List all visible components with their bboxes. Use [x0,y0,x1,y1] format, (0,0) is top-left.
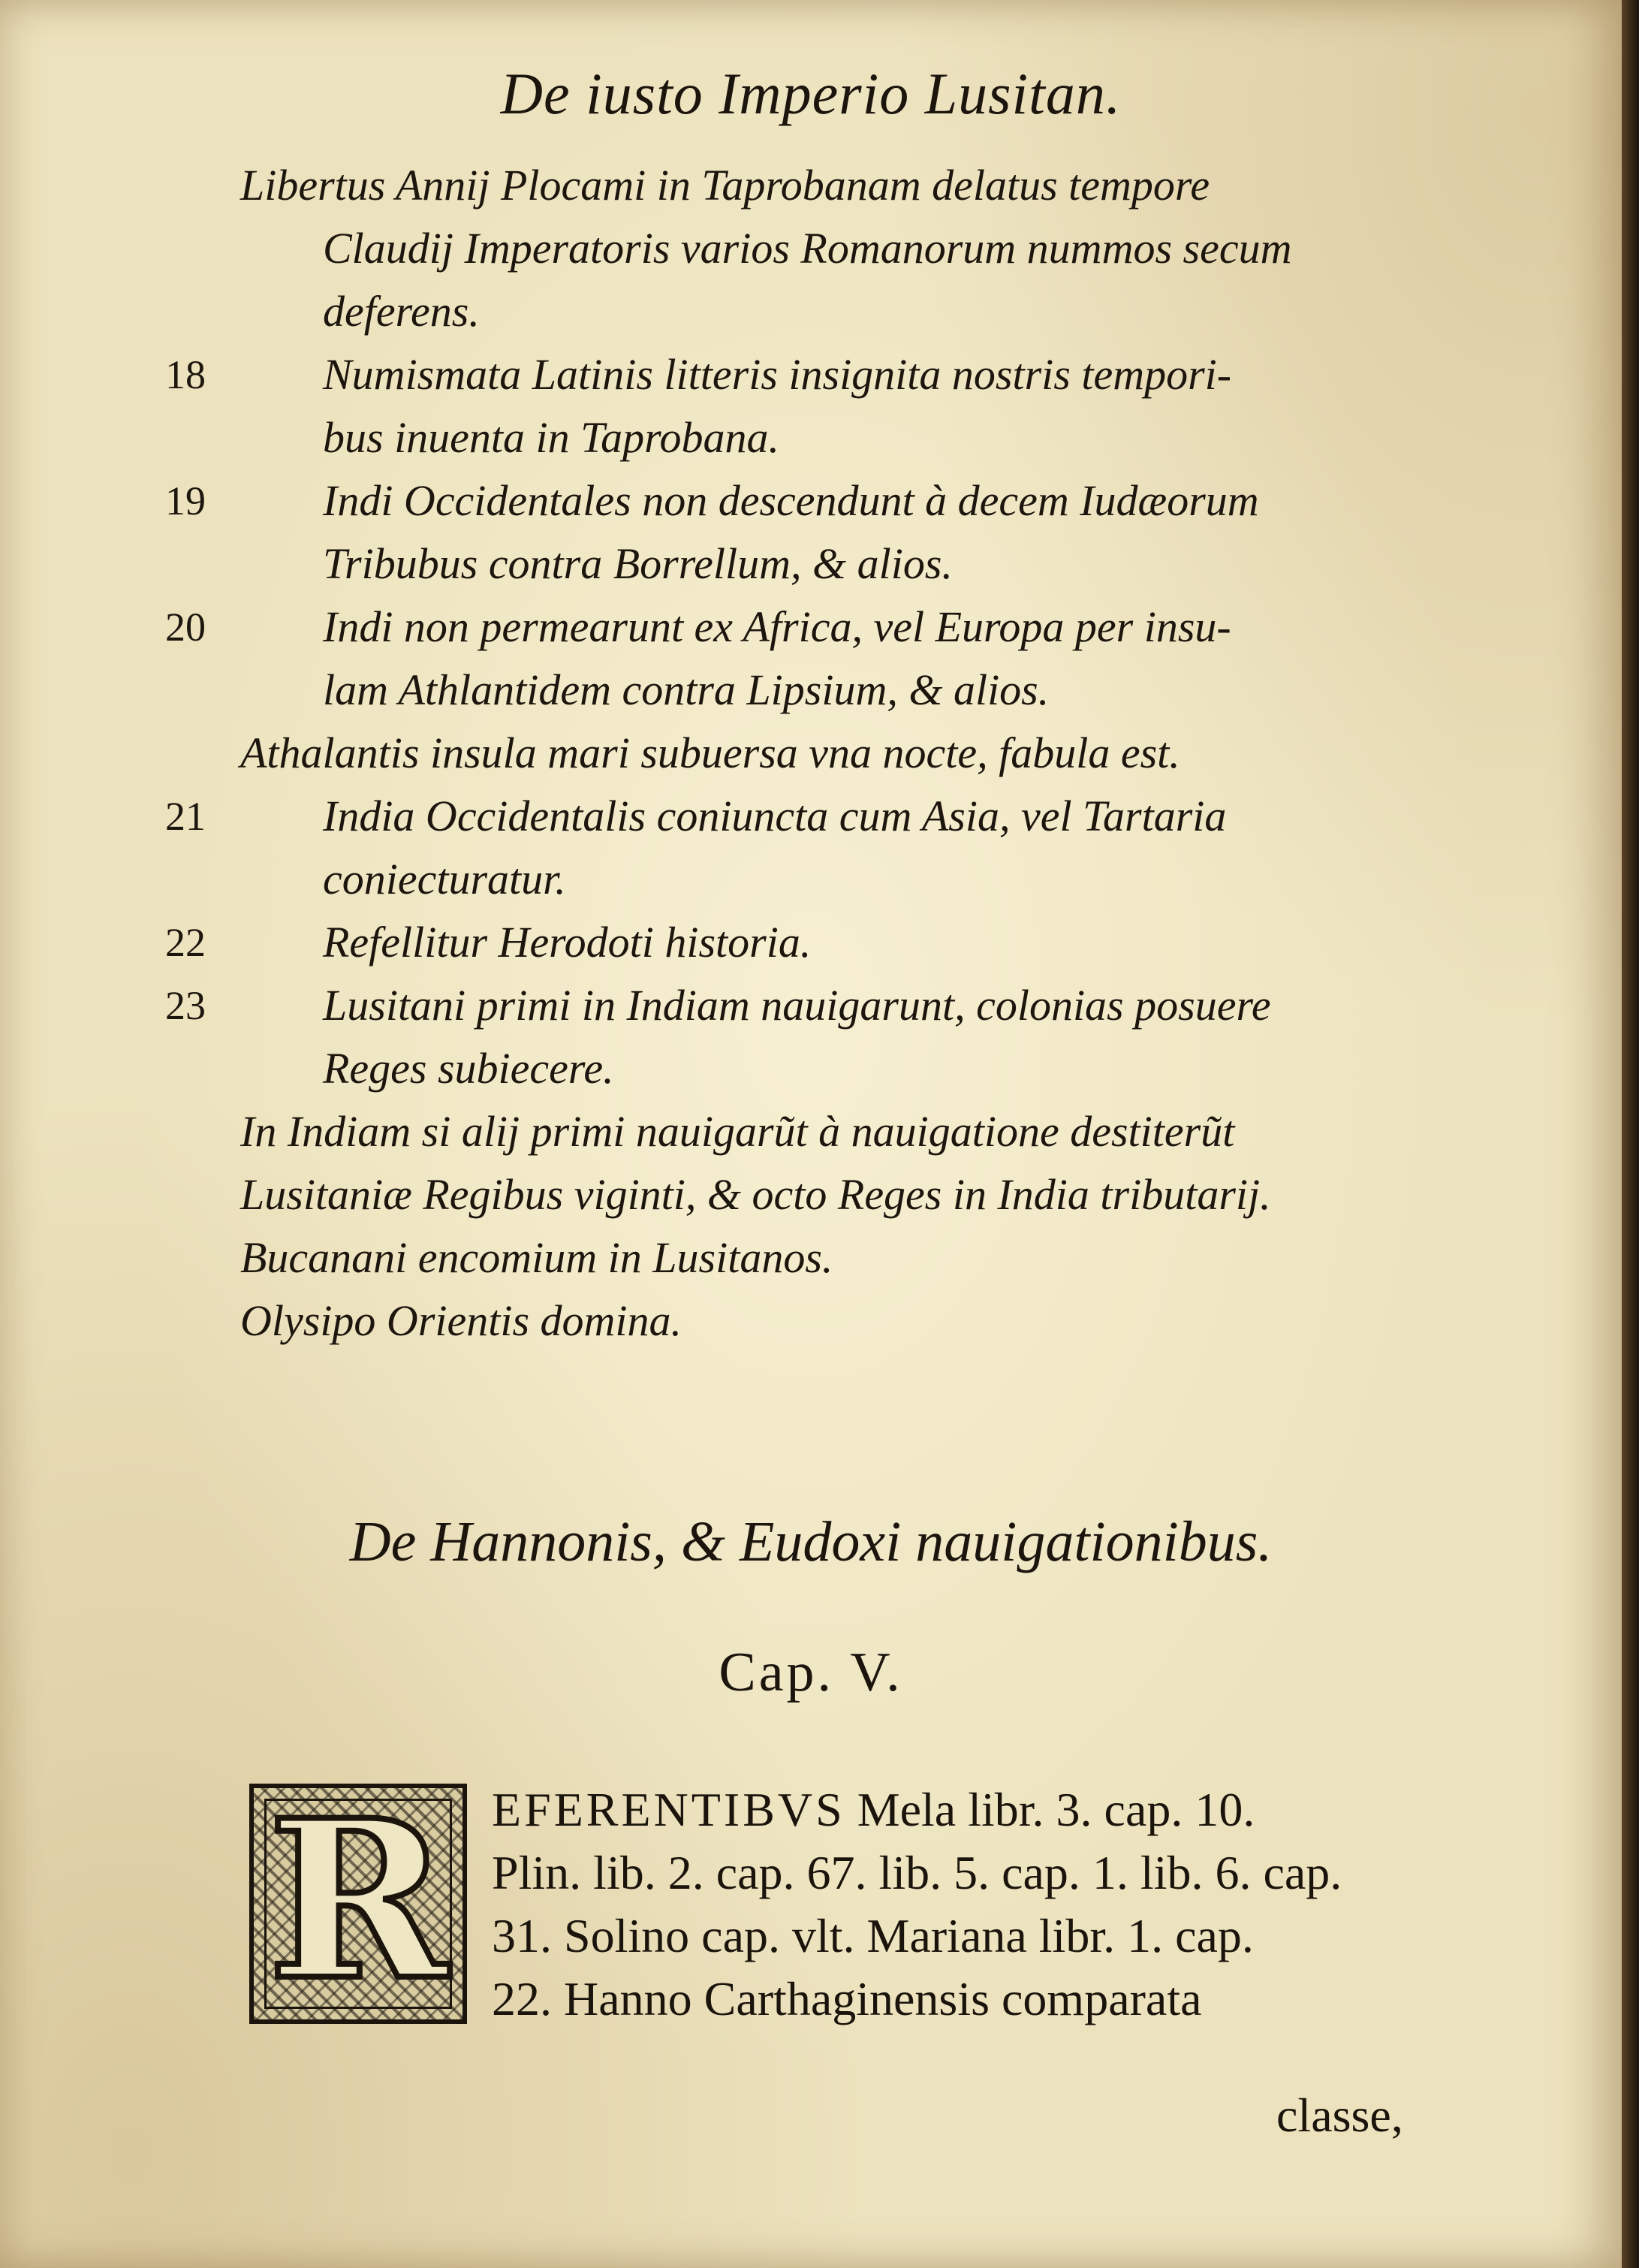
summary-line [240,722,1457,785]
chapter-summary-list [165,154,1457,1353]
summary-line-text: Refellitur Herodoti historia. [323,918,812,967]
summary-line [165,974,1457,1037]
running-head: De iusto Imperio Lusitan. [500,61,1122,126]
summary-line [240,848,1457,911]
summary-line [165,343,1457,406]
decorated-initial [249,1784,467,2024]
chapter-body-text [492,1778,1438,2031]
summary-line [240,1037,1457,1100]
summary-line-text: Lusitani primi in Indiam nauigarunt, colonias posuere [323,981,1271,1030]
summary-line-text: Indi non permearunt ex Africa, vel Europa per insu- [323,602,1231,651]
summary-line [240,659,1457,722]
summary-line-text: coniecturatur. [323,855,566,903]
summary-line [240,1100,1457,1163]
body-line-text: Plin. lib. 2. cap. 67. lib. 5. cap. 1. lib. 6. cap. [492,1846,1342,1899]
summary-line [165,785,1457,848]
summary-line-text: Claudij Imperatoris varios Romanorum nummos secum [323,224,1292,273]
summary-line-number: 18 [165,352,206,397]
summary-line-number: 22 [165,920,206,965]
decorated-initial-letter: R [267,1784,449,2024]
body-line-text: Mela libr. 3. cap. 10. [845,1783,1255,1836]
summary-line [240,406,1457,469]
summary-line-text: In Indiam si alij primi nauigarũt à nauigatione destiterũt [240,1107,1235,1156]
summary-line-text: Olysipo Orientis domina. [240,1296,682,1345]
summary-line [240,1163,1457,1226]
summary-line-text: Tribubus contra Borrellum, & alios. [323,539,953,588]
body-line-text: 31. Solino cap. vlt. Mariana libr. 1. cap. [492,1909,1254,1962]
summary-line-text: India Occidentalis coniuncta cum Asia, vel Tartaria [323,792,1227,840]
body-line [492,1778,1438,1841]
summary-line-text: Indi Occidentales non descendunt à decem Iudæorum [323,476,1259,525]
summary-line-text: Bucanani encomium in Lusitanos. [240,1233,833,1282]
summary-line-number: 19 [165,478,206,523]
catchword: classe, [1276,2089,1403,2142]
body-line [492,1841,1438,1905]
section-heading: De Hannonis, & Eudoxi nauigationibus. [349,1510,1273,1573]
summary-line [240,1226,1457,1289]
summary-line-text: Athalantis insula mari subuersa vna nocte, fabula est. [240,728,1180,777]
summary-line-number: 23 [165,983,206,1028]
summary-line [165,911,1457,974]
summary-line [165,469,1457,532]
summary-line-text: Numismata Latinis litteris insignita nostris tempori- [323,350,1232,399]
body-line [492,1968,1438,2031]
summary-line-text: lam Athlantidem contra Lipsium, & alios. [323,665,1050,714]
page-edge [1622,0,1639,2268]
summary-line-text: deferens. [323,287,480,336]
body-line [492,1905,1438,1968]
summary-line [240,532,1457,596]
body-line-text: 22. Hanno Carthaginensis comparata [492,1972,1202,2025]
summary-line-text: Reges subiecere. [323,1044,614,1093]
summary-line-text: Libertus Annij Plocami in Taprobanam delatus tempore [240,161,1210,210]
summary-line [240,1289,1457,1353]
summary-line-number: 21 [165,794,206,839]
summary-line-number: 20 [165,605,206,650]
summary-line-text: bus inuenta in Taprobana. [323,413,780,462]
summary-line [240,217,1457,280]
chapter-label: Cap. V. [719,1642,903,1703]
opening-word: EFERENTIBVS [492,1783,845,1836]
summary-line [240,280,1457,343]
summary-line-text: Lusitaniæ Regibus viginti, & octo Reges in India tributarij. [240,1170,1271,1219]
summary-line [240,154,1457,217]
summary-line [165,596,1457,659]
